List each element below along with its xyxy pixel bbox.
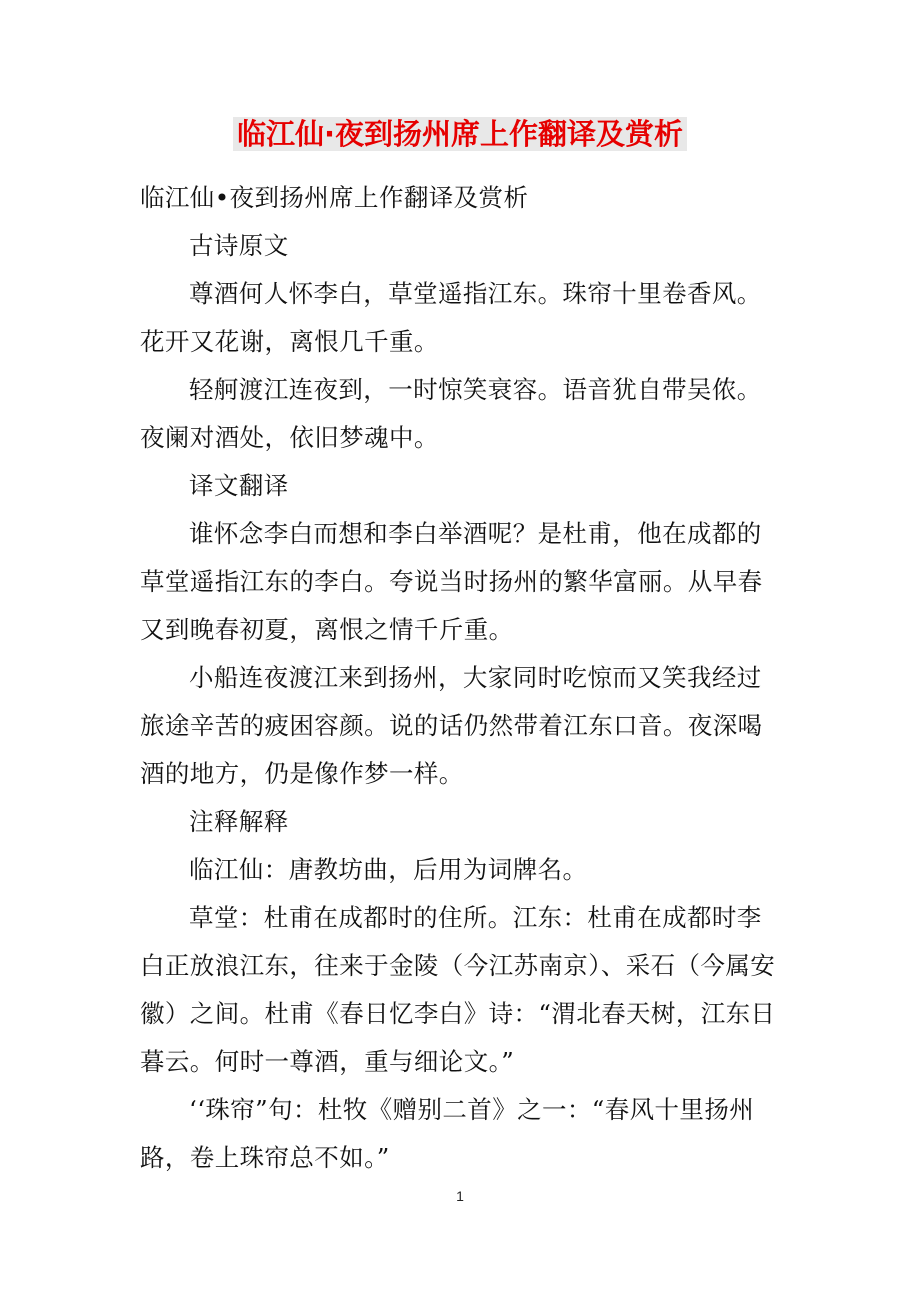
paragraph: 临江仙：唐教坊曲，后用为词牌名。 (189, 855, 588, 884)
poem-stanza: 尊酒何人怀李白，草堂遥指江东。珠帘十里卷香风。花开又花谢，离恨几千重。 (140, 279, 762, 356)
section-heading-notes: 注释解释 (189, 807, 289, 836)
section-heading-translation: 译文翻译 (189, 471, 289, 500)
paragraph: ‘‘珠帘”句：杜牧《赠别二首》之一：“春风十里扬州路，卷上珠帘总不如。” (140, 1095, 755, 1172)
document-title-text: 临江仙·夜到扬州席上作翻译及赏析 (233, 117, 687, 151)
document-title (0, 112, 920, 156)
poem-stanza: 轻舸渡江连夜到，一时惊笑衰容。语音犹自带吴侬。夜阑对酒处，依旧梦魂中。 (140, 375, 762, 452)
paragraph: 谁怀念李白而想和李白举酒呢？是杜甫，他在成都的草堂遥指江东的李白。夸说当时扬州的繁华富丽。从早春又到晚春初夏，离恨之情千斤重。 (140, 519, 763, 644)
section-heading-original: 古诗原文 (189, 231, 289, 260)
paragraph: 临江仙•夜到扬州席上作翻译及赏析 (140, 183, 529, 212)
paragraph: 小船连夜渡江来到扬州，大家同时吃惊而又笑我经过旅途辛苦的疲困容颜。说的话仍然带着江东口音。夜深喝酒的地方，仍是像作梦一样。 (140, 663, 763, 788)
paragraph: 草堂：杜甫在成都时的住所。江东：杜甫在成都时李白正放浪江东，往来于金陵（今江苏南京）、采石（今属安徽）之间。杜甫《春日忆李白》诗：“渭北春天树，江东日暮云。何时一尊酒，重与细论文。” (140, 903, 776, 1076)
document-body (140, 174, 785, 1182)
page-number: 1 (456, 1188, 464, 1204)
